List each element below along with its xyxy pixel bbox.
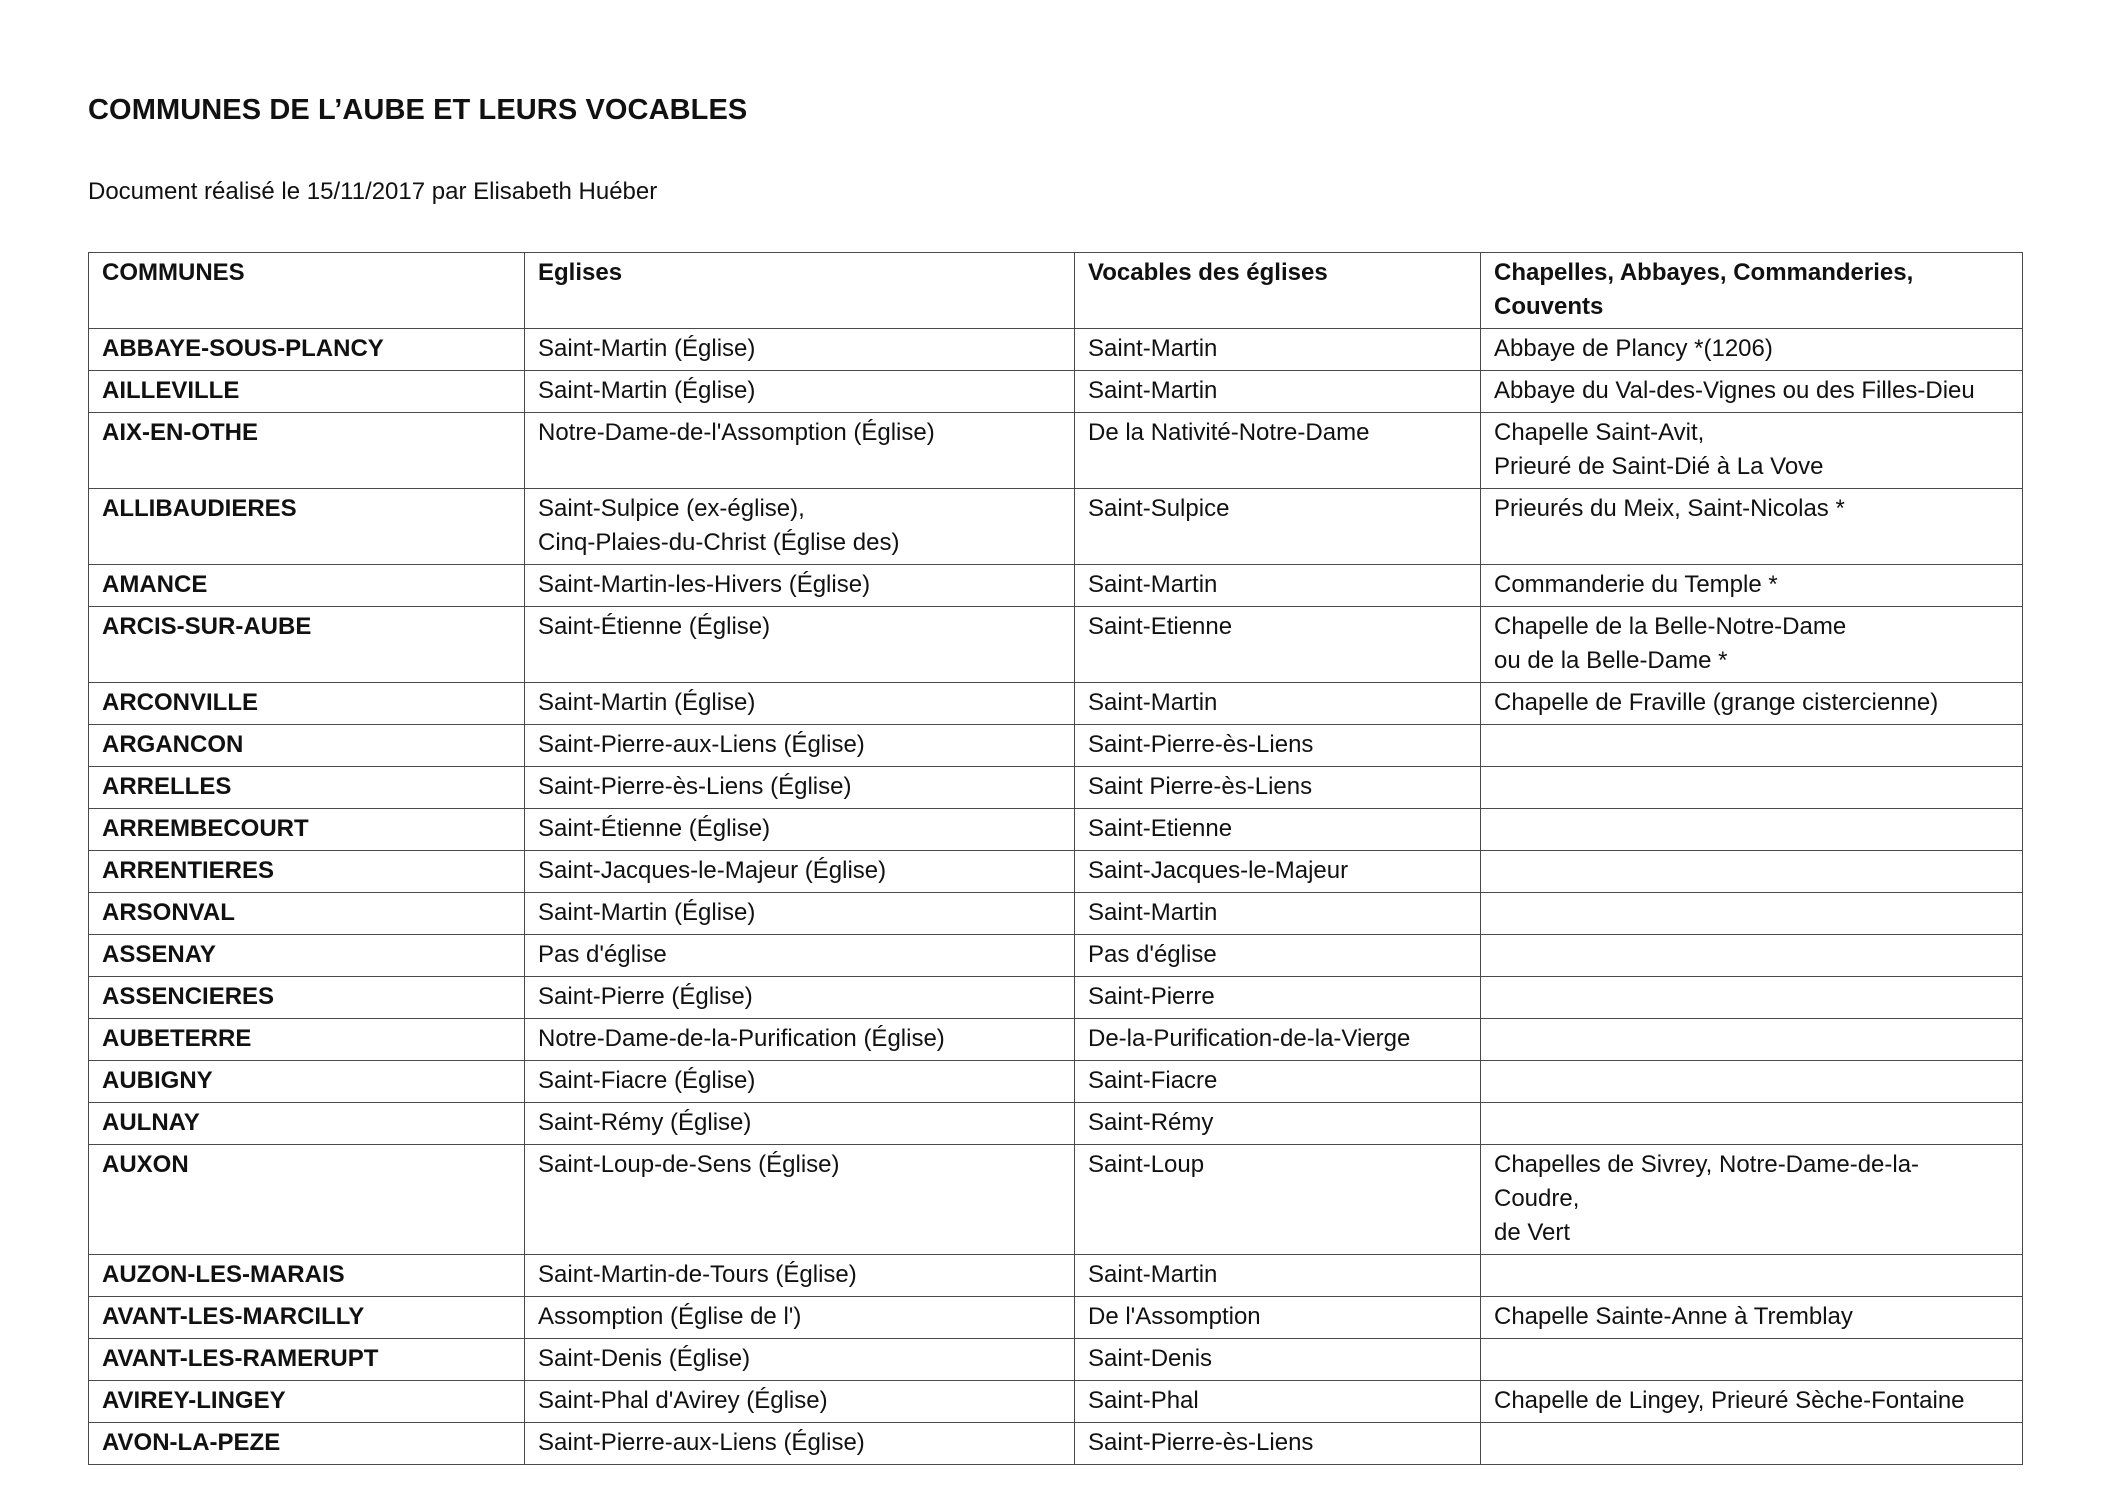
- commune-cell: ARCONVILLE: [89, 683, 525, 725]
- chapelle-cell: Abbaye de Plancy *(1206): [1481, 329, 2023, 371]
- chapelle-cell: [1481, 851, 2023, 893]
- table-row: [89, 725, 2023, 767]
- commune-cell: AVIREY-LINGEY: [89, 1381, 525, 1423]
- table-row: [89, 1103, 2023, 1145]
- chapelle-cell: [1481, 1423, 2023, 1465]
- commune-cell: ASSENAY: [89, 935, 525, 977]
- commune-cell: AIX-EN-OTHE: [89, 413, 525, 489]
- commune-cell: ARCIS-SUR-AUBE: [89, 607, 525, 683]
- commune-cell: AVANT-LES-RAMERUPT: [89, 1339, 525, 1381]
- commune-cell: AMANCE: [89, 565, 525, 607]
- document-title: COMMUNES DE L’AUBE ET LEURS VOCABLES: [88, 94, 748, 126]
- eglise-cell: Saint-Pierre-ès-Liens (Église): [525, 767, 1075, 809]
- table-row: [89, 935, 2023, 977]
- eglise-cell: Saint-Jacques-le-Majeur (Église): [525, 851, 1075, 893]
- vocable-cell: De l'Assomption: [1075, 1297, 1481, 1339]
- table-row: [89, 1061, 2023, 1103]
- table-row: [89, 683, 2023, 725]
- commune-cell: ARRELLES: [89, 767, 525, 809]
- chapelle-cell: [1481, 725, 2023, 767]
- table-row: [89, 1019, 2023, 1061]
- chapelle-cell: Chapelle Sainte-Anne à Tremblay: [1481, 1297, 2023, 1339]
- vocable-cell: Saint-Martin: [1075, 683, 1481, 725]
- eglise-cell: Saint-Étienne (Église): [525, 809, 1075, 851]
- document-subtitle: Document réalisé le 15/11/2017 par Elisabeth Huéber: [88, 178, 658, 205]
- chapelle-cell: [1481, 1019, 2023, 1061]
- vocable-cell: Saint-Martin: [1075, 565, 1481, 607]
- vocable-cell: Pas d'église: [1075, 935, 1481, 977]
- commune-cell: AVON-LA-PEZE: [89, 1423, 525, 1465]
- table-row: [89, 767, 2023, 809]
- commune-cell: ASSENCIERES: [89, 977, 525, 1019]
- commune-cell: AUZON-LES-MARAIS: [89, 1255, 525, 1297]
- chapelle-cell: [1481, 809, 2023, 851]
- commune-cell: ALLIBAUDIERES: [89, 489, 525, 565]
- commune-cell: AVANT-LES-MARCILLY: [89, 1297, 525, 1339]
- vocable-cell: Saint-Jacques-le-Majeur: [1075, 851, 1481, 893]
- chapelle-cell: [1481, 935, 2023, 977]
- commune-cell: ARREMBECOURT: [89, 809, 525, 851]
- header-vocables: Vocables des églises: [1075, 253, 1481, 329]
- vocable-cell: Saint-Pierre-ès-Liens: [1075, 725, 1481, 767]
- commune-cell: ARSONVAL: [89, 893, 525, 935]
- vocable-cell: De-la-Purification-de-la-Vierge: [1075, 1019, 1481, 1061]
- vocable-cell: Saint-Fiacre: [1075, 1061, 1481, 1103]
- table-row: [89, 1255, 2023, 1297]
- chapelle-cell: Abbaye du Val-des-Vignes ou des Filles-Dieu: [1481, 371, 2023, 413]
- table-row: [89, 413, 2023, 489]
- commune-cell: AULNAY: [89, 1103, 525, 1145]
- header-communes: COMMUNES: [89, 253, 525, 329]
- vocable-cell: Saint-Martin: [1075, 1255, 1481, 1297]
- table-row: [89, 489, 2023, 565]
- eglise-cell: Saint-Pierre-aux-Liens (Église): [525, 1423, 1075, 1465]
- table-row: [89, 809, 2023, 851]
- vocable-cell: Saint-Etienne: [1075, 607, 1481, 683]
- chapelle-cell: [1481, 1339, 2023, 1381]
- eglise-cell: Saint-Pierre (Église): [525, 977, 1075, 1019]
- chapelle-cell: Chapelles de Sivrey, Notre-Dame-de-la- Coudre, de Vert: [1481, 1145, 2023, 1255]
- eglise-cell: Notre-Dame-de-l'Assomption (Église): [525, 413, 1075, 489]
- eglise-cell: Pas d'église: [525, 935, 1075, 977]
- eglise-cell: Saint-Pierre-aux-Liens (Église): [525, 725, 1075, 767]
- chapelle-cell: [1481, 893, 2023, 935]
- vocable-cell: Saint-Martin: [1075, 893, 1481, 935]
- eglise-cell: Saint-Loup-de-Sens (Église): [525, 1145, 1075, 1255]
- commune-cell: AUBIGNY: [89, 1061, 525, 1103]
- eglise-cell: Saint-Phal d'Avirey (Église): [525, 1381, 1075, 1423]
- table-row: [89, 1297, 2023, 1339]
- chapelle-cell: [1481, 767, 2023, 809]
- eglise-cell: Saint-Rémy (Église): [525, 1103, 1075, 1145]
- vocable-cell: Saint-Pierre: [1075, 977, 1481, 1019]
- eglise-cell: Notre-Dame-de-la-Purification (Église): [525, 1019, 1075, 1061]
- chapelle-cell: Commanderie du Temple *: [1481, 565, 2023, 607]
- vocable-cell: Saint-Etienne: [1075, 809, 1481, 851]
- vocable-cell: Saint-Martin: [1075, 371, 1481, 413]
- header-chapelles: Chapelles, Abbayes, Commanderies, Couvents: [1481, 253, 2023, 329]
- eglise-cell: Saint-Fiacre (Église): [525, 1061, 1075, 1103]
- commune-cell: ABBAYE-SOUS-PLANCY: [89, 329, 525, 371]
- vocable-cell: Saint Pierre-ès-Liens: [1075, 767, 1481, 809]
- commune-cell: ARRENTIERES: [89, 851, 525, 893]
- vocable-cell: Saint-Rémy: [1075, 1103, 1481, 1145]
- chapelle-cell: [1481, 977, 2023, 1019]
- eglise-cell: Saint-Étienne (Église): [525, 607, 1075, 683]
- vocable-cell: Saint-Pierre-ès-Liens: [1075, 1423, 1481, 1465]
- table-body: [89, 329, 2023, 1465]
- eglise-cell: Saint-Martin (Église): [525, 683, 1075, 725]
- table-row: [89, 1381, 2023, 1423]
- eglise-cell: Saint-Martin-les-Hivers (Église): [525, 565, 1075, 607]
- table-row: [89, 1423, 2023, 1465]
- communes-table: [88, 252, 2023, 1465]
- chapelle-cell: [1481, 1061, 2023, 1103]
- eglise-cell: Saint-Martin (Église): [525, 329, 1075, 371]
- header-eglises: Eglises: [525, 253, 1075, 329]
- eglise-cell: Saint-Martin-de-Tours (Église): [525, 1255, 1075, 1297]
- chapelle-cell: [1481, 1103, 2023, 1145]
- vocable-cell: Saint-Loup: [1075, 1145, 1481, 1255]
- table-row: [89, 607, 2023, 683]
- chapelle-cell: Chapelle Saint-Avit, Prieuré de Saint-Dié à La Vove: [1481, 413, 2023, 489]
- chapelle-cell: Chapelle de Fraville (grange cistercienne): [1481, 683, 2023, 725]
- vocable-cell: Saint-Martin: [1075, 329, 1481, 371]
- table-row: [89, 1145, 2023, 1255]
- vocable-cell: Saint-Phal: [1075, 1381, 1481, 1423]
- vocable-cell: Saint-Sulpice: [1075, 489, 1481, 565]
- table-row: [89, 1339, 2023, 1381]
- commune-cell: AILLEVILLE: [89, 371, 525, 413]
- eglise-cell: Saint-Denis (Église): [525, 1339, 1075, 1381]
- eglise-cell: Saint-Martin (Église): [525, 371, 1075, 413]
- table-row: [89, 329, 2023, 371]
- eglise-cell: Saint-Sulpice (ex-église), Cinq-Plaies-du-Christ (Église des): [525, 489, 1075, 565]
- chapelle-cell: Chapelle de Lingey, Prieuré Sèche-Fontaine: [1481, 1381, 2023, 1423]
- eglise-cell: Saint-Martin (Église): [525, 893, 1075, 935]
- table-header-row: [89, 253, 2023, 329]
- table-row: [89, 565, 2023, 607]
- commune-cell: AUXON: [89, 1145, 525, 1255]
- eglise-cell: Assomption (Église de l'): [525, 1297, 1075, 1339]
- commune-cell: ARGANCON: [89, 725, 525, 767]
- table-row: [89, 371, 2023, 413]
- vocable-cell: Saint-Denis: [1075, 1339, 1481, 1381]
- chapelle-cell: Chapelle de la Belle-Notre-Dame ou de la Belle-Dame *: [1481, 607, 2023, 683]
- table-row: [89, 851, 2023, 893]
- commune-cell: AUBETERRE: [89, 1019, 525, 1061]
- table-row: [89, 977, 2023, 1019]
- chapelle-cell: [1481, 1255, 2023, 1297]
- table-row: [89, 893, 2023, 935]
- chapelle-cell: Prieurés du Meix, Saint-Nicolas *: [1481, 489, 2023, 565]
- vocable-cell: De la Nativité-Notre-Dame: [1075, 413, 1481, 489]
